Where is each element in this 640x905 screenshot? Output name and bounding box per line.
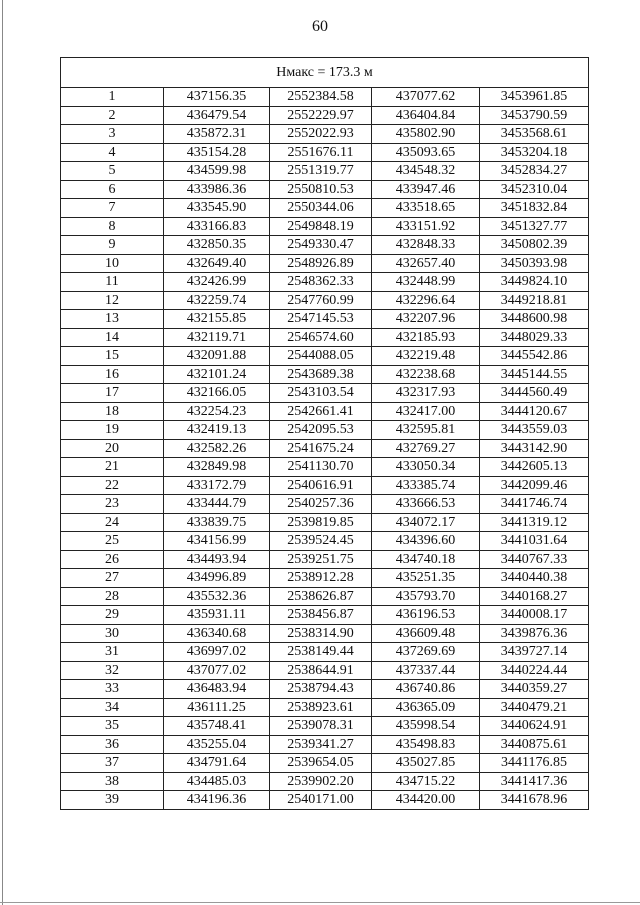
coord-x1-cell: 432849.98: [164, 458, 270, 477]
table-row: [61, 476, 589, 495]
coord-y1-cell: 2539251.75: [270, 550, 372, 569]
point-number-cell: 9: [61, 236, 164, 255]
coord-y1-cell: 2543689.38: [270, 365, 372, 384]
coord-y1-cell: 2549848.19: [270, 217, 372, 236]
table-row: [61, 402, 589, 421]
coord-y1-cell: 2543103.54: [270, 384, 372, 403]
point-number-cell: 2: [61, 106, 164, 125]
coord-x2-cell: 436196.53: [372, 606, 480, 625]
coord-y1-cell: 2540616.91: [270, 476, 372, 495]
coord-x1-cell: 435154.28: [164, 143, 270, 162]
coord-y1-cell: 2538456.87: [270, 606, 372, 625]
table-row: [61, 624, 589, 643]
point-number-cell: 38: [61, 772, 164, 791]
coord-y1-cell: 2538149.44: [270, 643, 372, 662]
coord-x1-cell: 435872.31: [164, 125, 270, 144]
table-row: [61, 199, 589, 218]
coord-x1-cell: 435255.04: [164, 735, 270, 754]
point-number-cell: 20: [61, 439, 164, 458]
table-row: [61, 365, 589, 384]
coord-x2-cell: 436740.86: [372, 680, 480, 699]
coord-y2-cell: 3441417.36: [480, 772, 589, 791]
table-row: [61, 347, 589, 366]
coord-x1-cell: 435532.36: [164, 587, 270, 606]
coord-x2-cell: 432296.64: [372, 291, 480, 310]
coord-y1-cell: 2551319.77: [270, 162, 372, 181]
coord-x2-cell: 434420.00: [372, 791, 480, 810]
point-number-cell: 12: [61, 291, 164, 310]
point-number-cell: 28: [61, 587, 164, 606]
coord-y1-cell: 2539524.45: [270, 532, 372, 551]
coord-x2-cell: 435998.54: [372, 717, 480, 736]
coord-x1-cell: 432166.05: [164, 384, 270, 403]
point-number-cell: 25: [61, 532, 164, 551]
coord-y2-cell: 3443142.90: [480, 439, 589, 458]
coord-y2-cell: 3441176.85: [480, 754, 589, 773]
coord-y1-cell: 2544088.05: [270, 347, 372, 366]
coord-x2-cell: 432595.81: [372, 421, 480, 440]
coord-y2-cell: 3442099.46: [480, 476, 589, 495]
coord-x1-cell: 433545.90: [164, 199, 270, 218]
coord-y2-cell: 3449824.10: [480, 273, 589, 292]
table-row: [61, 698, 589, 717]
coord-x2-cell: 437337.44: [372, 661, 480, 680]
table-row: [61, 513, 589, 532]
point-number-cell: 8: [61, 217, 164, 236]
coord-x1-cell: 432101.24: [164, 365, 270, 384]
point-number-cell: 16: [61, 365, 164, 384]
point-number-cell: 32: [61, 661, 164, 680]
coord-x2-cell: 436365.09: [372, 698, 480, 717]
table-row: [61, 328, 589, 347]
coord-y2-cell: 3441746.74: [480, 495, 589, 514]
point-number-cell: 30: [61, 624, 164, 643]
coord-y2-cell: 3449218.81: [480, 291, 589, 310]
coord-y2-cell: 3440875.61: [480, 735, 589, 754]
table-row: [61, 717, 589, 736]
coordinates-table: [60, 57, 589, 810]
point-number-cell: 10: [61, 254, 164, 273]
coord-y2-cell: 3440479.21: [480, 698, 589, 717]
coord-x1-cell: 432254.23: [164, 402, 270, 421]
point-number-cell: 5: [61, 162, 164, 181]
coord-x2-cell: 434740.18: [372, 550, 480, 569]
coord-y1-cell: 2546574.60: [270, 328, 372, 347]
coord-x2-cell: 435027.85: [372, 754, 480, 773]
point-number-cell: 39: [61, 791, 164, 810]
coord-y1-cell: 2538314.90: [270, 624, 372, 643]
coord-x1-cell: 436340.68: [164, 624, 270, 643]
coord-y1-cell: 2539654.05: [270, 754, 372, 773]
table-row: [61, 291, 589, 310]
point-number-cell: 18: [61, 402, 164, 421]
coord-x1-cell: 432119.71: [164, 328, 270, 347]
coord-x2-cell: 433947.46: [372, 180, 480, 199]
point-number-cell: 6: [61, 180, 164, 199]
coord-y2-cell: 3440008.17: [480, 606, 589, 625]
coord-y2-cell: 3441678.96: [480, 791, 589, 810]
coord-x2-cell: 437269.69: [372, 643, 480, 662]
coord-y1-cell: 2540171.00: [270, 791, 372, 810]
point-number-cell: 13: [61, 310, 164, 329]
coord-y2-cell: 3445542.86: [480, 347, 589, 366]
coord-x2-cell: 437077.62: [372, 88, 480, 107]
coord-y1-cell: 2550344.06: [270, 199, 372, 218]
coord-y2-cell: 3440440.38: [480, 569, 589, 588]
table-row: [61, 310, 589, 329]
coord-x2-cell: 432207.96: [372, 310, 480, 329]
table-row: [61, 254, 589, 273]
table-row: [61, 532, 589, 551]
table-row: [61, 273, 589, 292]
coord-x1-cell: 432155.85: [164, 310, 270, 329]
coord-y2-cell: 3441319.12: [480, 513, 589, 532]
coord-y1-cell: 2542661.41: [270, 402, 372, 421]
point-number-cell: 29: [61, 606, 164, 625]
coord-x2-cell: 433151.92: [372, 217, 480, 236]
coord-x1-cell: 434791.64: [164, 754, 270, 773]
coord-y2-cell: 3452834.27: [480, 162, 589, 181]
coord-x1-cell: 435748.41: [164, 717, 270, 736]
point-number-cell: 26: [61, 550, 164, 569]
coord-x1-cell: 432582.26: [164, 439, 270, 458]
coord-y1-cell: 2548362.33: [270, 273, 372, 292]
table-row: [61, 569, 589, 588]
coord-y1-cell: 2552229.97: [270, 106, 372, 125]
coord-x2-cell: 433666.53: [372, 495, 480, 514]
coord-y2-cell: 3440767.33: [480, 550, 589, 569]
coord-x2-cell: 435251.35: [372, 569, 480, 588]
coord-y2-cell: 3440359.27: [480, 680, 589, 699]
coord-x1-cell: 434196.36: [164, 791, 270, 810]
coord-x2-cell: 435802.90: [372, 125, 480, 144]
coord-y1-cell: 2539078.31: [270, 717, 372, 736]
coord-y2-cell: 3452310.04: [480, 180, 589, 199]
coord-x1-cell: 434156.99: [164, 532, 270, 551]
point-number-cell: 7: [61, 199, 164, 218]
point-number-cell: 37: [61, 754, 164, 773]
coord-y2-cell: 3442605.13: [480, 458, 589, 477]
point-number-cell: 31: [61, 643, 164, 662]
coord-x2-cell: 436609.48: [372, 624, 480, 643]
coord-y1-cell: 2550810.53: [270, 180, 372, 199]
coord-y1-cell: 2549330.47: [270, 236, 372, 255]
table-row: [61, 125, 589, 144]
coord-y1-cell: 2541675.24: [270, 439, 372, 458]
coord-x2-cell: 432219.48: [372, 347, 480, 366]
coord-x2-cell: 436404.84: [372, 106, 480, 125]
coord-y1-cell: 2538644.91: [270, 661, 372, 680]
point-number-cell: 35: [61, 717, 164, 736]
coord-x1-cell: 433166.83: [164, 217, 270, 236]
coord-y2-cell: 3445144.55: [480, 365, 589, 384]
point-number-cell: 22: [61, 476, 164, 495]
coord-y1-cell: 2538923.61: [270, 698, 372, 717]
coord-y2-cell: 3450802.39: [480, 236, 589, 255]
coord-x1-cell: 432649.40: [164, 254, 270, 273]
point-number-cell: 17: [61, 384, 164, 403]
coord-y2-cell: 3451832.84: [480, 199, 589, 218]
coord-x1-cell: 437077.02: [164, 661, 270, 680]
coord-y1-cell: 2538794.43: [270, 680, 372, 699]
coord-y1-cell: 2538626.87: [270, 587, 372, 606]
coord-x1-cell: 433839.75: [164, 513, 270, 532]
coord-x2-cell: 434072.17: [372, 513, 480, 532]
scan-left-edge: [2, 0, 3, 905]
table-row: [61, 217, 589, 236]
point-number-cell: 4: [61, 143, 164, 162]
coord-x1-cell: 433444.79: [164, 495, 270, 514]
coord-x1-cell: 436479.54: [164, 106, 270, 125]
point-number-cell: 23: [61, 495, 164, 514]
coord-x1-cell: 434493.94: [164, 550, 270, 569]
point-number-cell: 21: [61, 458, 164, 477]
coord-x1-cell: 432426.99: [164, 273, 270, 292]
point-number-cell: 36: [61, 735, 164, 754]
table-header-row: [61, 58, 589, 88]
point-number-cell: 14: [61, 328, 164, 347]
coord-y2-cell: 3450393.98: [480, 254, 589, 273]
table-row: [61, 180, 589, 199]
coord-y1-cell: 2551676.11: [270, 143, 372, 162]
coord-x2-cell: 433518.65: [372, 199, 480, 218]
coord-x2-cell: 434715.22: [372, 772, 480, 791]
coord-x1-cell: 432259.74: [164, 291, 270, 310]
coord-y2-cell: 3453961.85: [480, 88, 589, 107]
coord-x2-cell: 434396.60: [372, 532, 480, 551]
coord-x1-cell: 432091.88: [164, 347, 270, 366]
coord-y1-cell: 2539902.20: [270, 772, 372, 791]
coord-y1-cell: 2547760.99: [270, 291, 372, 310]
coord-y2-cell: 3441031.64: [480, 532, 589, 551]
coord-x2-cell: 432769.27: [372, 439, 480, 458]
coord-y1-cell: 2552384.58: [270, 88, 372, 107]
coord-y2-cell: 3439876.36: [480, 624, 589, 643]
coord-x2-cell: 432417.00: [372, 402, 480, 421]
coord-y2-cell: 3453790.59: [480, 106, 589, 125]
table-row: [61, 643, 589, 662]
coord-y1-cell: 2538912.28: [270, 569, 372, 588]
coord-x1-cell: 432850.35: [164, 236, 270, 255]
point-number-cell: 24: [61, 513, 164, 532]
coord-y2-cell: 3440224.44: [480, 661, 589, 680]
table-row: [61, 143, 589, 162]
coord-y2-cell: 3444120.67: [480, 402, 589, 421]
table-row: [61, 772, 589, 791]
point-number-cell: 27: [61, 569, 164, 588]
point-number-cell: 33: [61, 680, 164, 699]
coord-x2-cell: 433050.34: [372, 458, 480, 477]
coord-x1-cell: 434485.03: [164, 772, 270, 791]
coord-x1-cell: 434599.98: [164, 162, 270, 181]
coord-y1-cell: 2547145.53: [270, 310, 372, 329]
coord-y1-cell: 2541130.70: [270, 458, 372, 477]
coord-x1-cell: 434996.89: [164, 569, 270, 588]
coord-y2-cell: 3444560.49: [480, 384, 589, 403]
coord-y1-cell: 2542095.53: [270, 421, 372, 440]
table-row: [61, 236, 589, 255]
coord-x1-cell: 433172.79: [164, 476, 270, 495]
table-row: [61, 791, 589, 810]
coord-x2-cell: 435793.70: [372, 587, 480, 606]
coord-x2-cell: 433385.74: [372, 476, 480, 495]
coord-x2-cell: 435093.65: [372, 143, 480, 162]
coord-x1-cell: 436483.94: [164, 680, 270, 699]
coord-x2-cell: 432317.93: [372, 384, 480, 403]
table-row: [61, 735, 589, 754]
coord-y1-cell: 2539819.85: [270, 513, 372, 532]
coord-y2-cell: 3453568.61: [480, 125, 589, 144]
coord-x1-cell: 432419.13: [164, 421, 270, 440]
coord-x2-cell: 432448.99: [372, 273, 480, 292]
point-number-cell: 15: [61, 347, 164, 366]
coord-x1-cell: 437156.35: [164, 88, 270, 107]
table-row: [61, 162, 589, 181]
coord-y2-cell: 3451327.77: [480, 217, 589, 236]
table-row: [61, 439, 589, 458]
table-row: [61, 754, 589, 773]
table-row: [61, 495, 589, 514]
coord-y1-cell: 2548926.89: [270, 254, 372, 273]
point-number-cell: 11: [61, 273, 164, 292]
coord-x2-cell: 435498.83: [372, 735, 480, 754]
point-number-cell: 3: [61, 125, 164, 144]
coord-y2-cell: 3443559.03: [480, 421, 589, 440]
coord-x2-cell: 432657.40: [372, 254, 480, 273]
scan-bottom-edge: [0, 902, 640, 903]
table-row: [61, 550, 589, 569]
coord-y1-cell: 2540257.36: [270, 495, 372, 514]
coord-x2-cell: 432848.33: [372, 236, 480, 255]
table-row: [61, 106, 589, 125]
point-number-cell: 1: [61, 88, 164, 107]
point-number-cell: 34: [61, 698, 164, 717]
coord-y2-cell: 3439727.14: [480, 643, 589, 662]
coord-x2-cell: 434548.32: [372, 162, 480, 181]
table-body: [61, 88, 589, 810]
table-row: [61, 88, 589, 107]
coord-x1-cell: 433986.36: [164, 180, 270, 199]
coord-x1-cell: 436111.25: [164, 698, 270, 717]
coord-x2-cell: 432238.68: [372, 365, 480, 384]
coord-y2-cell: 3448029.33: [480, 328, 589, 347]
table-row: [61, 458, 589, 477]
coord-y2-cell: 3440168.27: [480, 587, 589, 606]
table-row: [61, 587, 589, 606]
coord-x1-cell: 435931.11: [164, 606, 270, 625]
coord-x2-cell: 432185.93: [372, 328, 480, 347]
page-number: 60: [312, 18, 328, 35]
coord-y2-cell: 3453204.18: [480, 143, 589, 162]
table-row: [61, 606, 589, 625]
table-row: [61, 680, 589, 699]
coord-y1-cell: 2552022.93: [270, 125, 372, 144]
table-row: [61, 661, 589, 680]
point-number-cell: 19: [61, 421, 164, 440]
table-row: [61, 421, 589, 440]
table-header: Нмакс = 173.3 м: [61, 58, 589, 88]
coord-y1-cell: 2539341.27: [270, 735, 372, 754]
coord-y2-cell: 3440624.91: [480, 717, 589, 736]
coord-x1-cell: 436997.02: [164, 643, 270, 662]
coord-y2-cell: 3448600.98: [480, 310, 589, 329]
table-row: [61, 384, 589, 403]
